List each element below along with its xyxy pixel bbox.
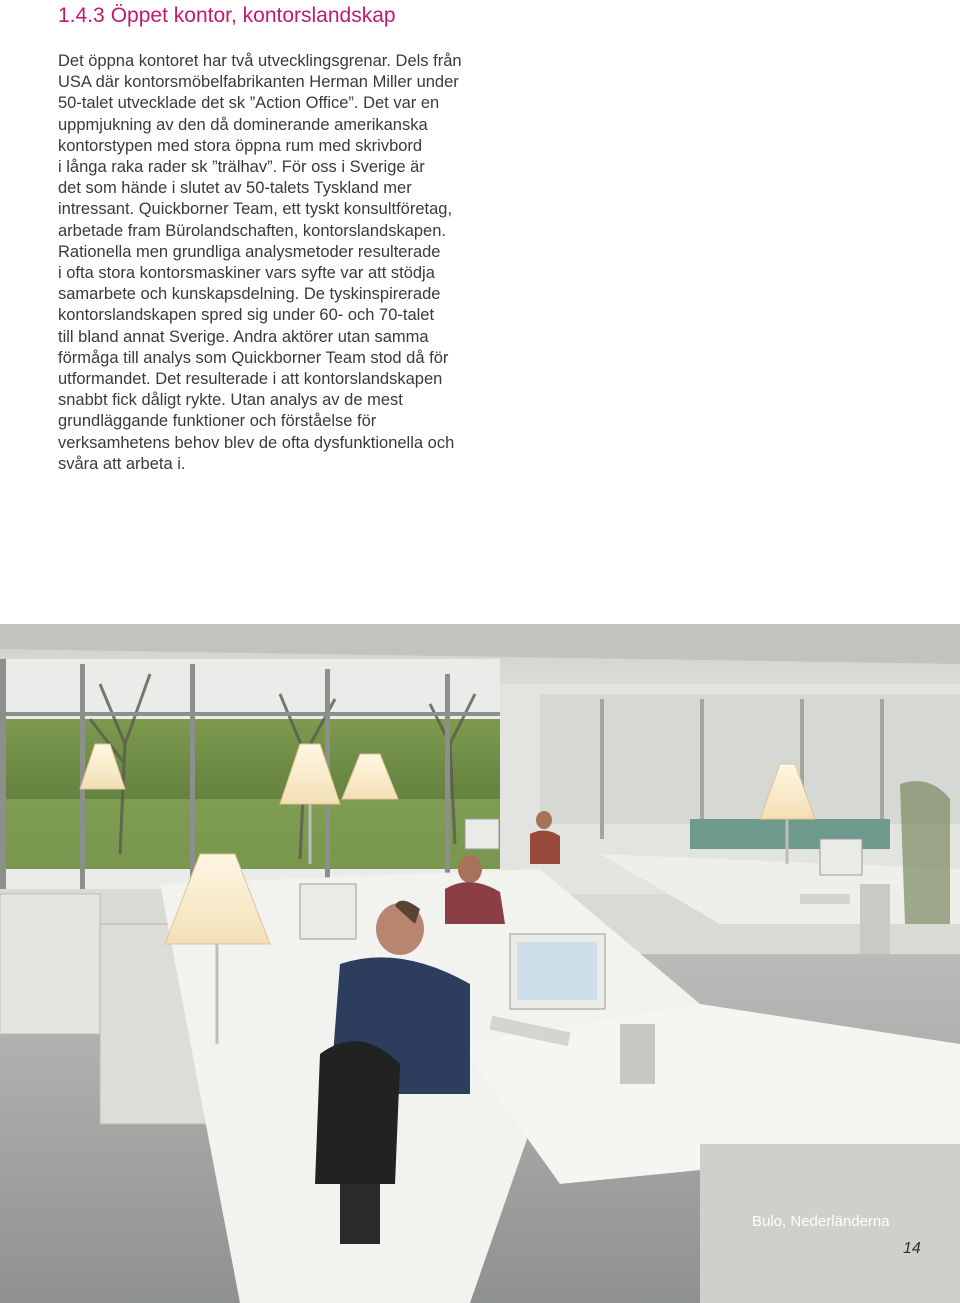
body-line: arbetade fram Bürolandschaften, kontorslandskapen. bbox=[58, 221, 446, 240]
body-line: verksamhetens behov blev de ofta dysfunktionella och bbox=[58, 433, 455, 452]
body-line: 50-talet utvecklade det sk ”Action Office”. Det var en bbox=[58, 94, 440, 113]
body-line: i långa raka rader sk ”trälhav”. För oss i Sverige är bbox=[58, 158, 425, 177]
body-line: Det öppna kontoret har två utvecklingsgrenar. Dels från bbox=[58, 52, 462, 70]
section-heading bbox=[58, 4, 396, 28]
section-title: Öppet kontor, kontorslandskap bbox=[110, 4, 396, 27]
body-line: svåra att arbeta i. bbox=[58, 454, 186, 473]
body-line: grundläggande funktioner och förståelse för bbox=[58, 412, 377, 431]
body-line: i ofta stora kontorsmaskiner vars syfte var att stödja bbox=[58, 264, 435, 283]
body-line: utformandet. Det resulterade i att kontorslandskapen bbox=[58, 370, 443, 389]
page-number: 14 bbox=[903, 1240, 921, 1257]
body-line: kontorstypen med stora öppna rum med skrivbord bbox=[58, 136, 423, 155]
body-line: uppmjukning av den då dominerande amerikanska bbox=[58, 115, 428, 134]
section-number: 1.4.3 bbox=[58, 4, 105, 27]
body-line: det som hände i slutet av 50-talets Tyskland mer bbox=[58, 179, 412, 198]
body-line: Rationella men grundliga analysmetoder resulterade bbox=[58, 242, 441, 261]
office-photo bbox=[0, 624, 960, 1303]
photo-caption: Bulo, Nederländerna bbox=[752, 1213, 890, 1230]
body-paragraph bbox=[58, 51, 498, 475]
body-line: samarbete och kunskapsdelning. De tyskinspirerade bbox=[58, 285, 441, 304]
body-line: till bland annat Sverige. Andra aktörer utan samma bbox=[58, 327, 429, 346]
body-line: snabbt fick dåligt rykte. Utan analys av de mest bbox=[58, 391, 403, 410]
body-line: intressant. Quickborner Team, ett tyskt konsultföretag, bbox=[58, 200, 453, 219]
body-line: USA där kontorsmöbelfabrikanten Herman Miller under bbox=[58, 73, 459, 92]
body-line: kontorslandskapen spred sig under 60- och 70-talet bbox=[58, 306, 435, 325]
body-line: förmåga till analys som Quickborner Team stod då för bbox=[58, 348, 449, 367]
